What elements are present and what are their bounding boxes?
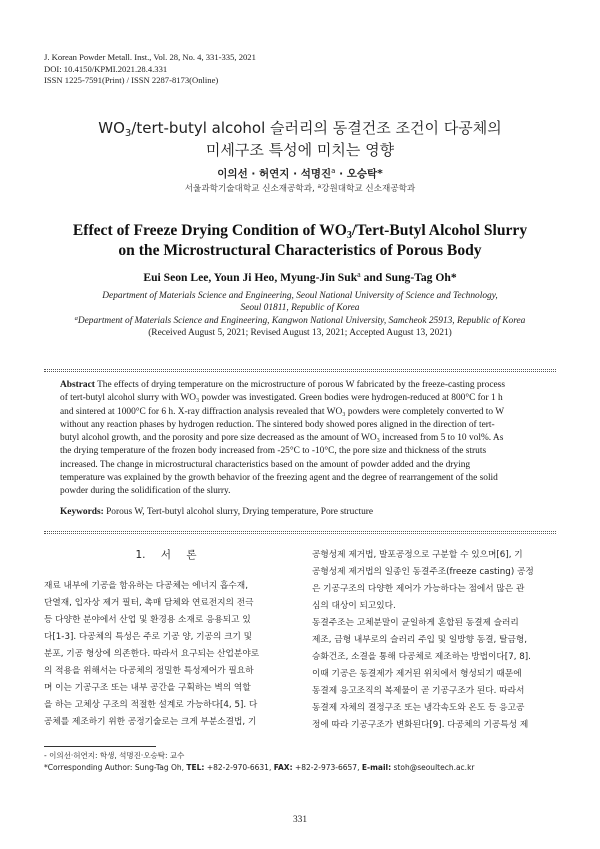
doi[interactable]: DOI: 10.4150/KPMI.2021.28.4.331 (44, 63, 168, 74)
abstract-line: the drying temperature of the frozen body increased from -25°C to -10°C, the pore size and thickness of the struts (60, 446, 487, 457)
english-affiliations (0, 290, 600, 340)
footnote-rule (44, 746, 156, 747)
korean-affiliation: 서울과학기술대학교 신소재공학과, $^a$강원대학교 신소재공학과 (184, 183, 416, 194)
abstract-line: Abstract The effects of drying temperature on the microstructure of porous W fabricated by the freeze-casting process (60, 380, 505, 390)
email-link[interactable]: stoh@seoultech.ac.kr (391, 762, 475, 772)
paragraph-line: 이때 기공은 동결제가 제거된 위치에서 형성되기 때문에 (312, 669, 522, 679)
english-title-line-2: on the Microstructural Characteristics of Porous Body (118, 242, 482, 259)
section-heading-introduction: 1. 서 론 (135, 549, 197, 561)
abstract-top-rule (44, 369, 556, 370)
footnotes (44, 750, 475, 773)
paragraph-line: 며 이는 기공구조 또는 내부 공간을 구획하는 벽의 역할 (44, 683, 251, 693)
paragraph-line: 동결제 응고조직의 복제물이 곧 기공구조가 된다. 따라서 (312, 686, 525, 696)
paragraph-line: 등 다양한 분야에서 산업 및 환경용 소재로 응용되고 있 (44, 615, 251, 625)
abstract-line: of tert-butyl alcohol slurry with WO₃ powder was investigated. Green bodies were hydrogen-reduced at 800°C for 1 h (60, 393, 503, 404)
paragraph-line: 의 적용을 위해서는 다공체의 정밀한 특성제어가 필요하 (44, 666, 254, 676)
korean-title-line-2: 미세구조 특성에 미치는 영향 (205, 141, 395, 159)
korean-authors: 이의선 · 허연지 · 석명진$^a$ · 오승탁* (217, 167, 383, 180)
body-column-left (44, 578, 288, 731)
english-title (0, 221, 600, 261)
paragraph-line: 은 기공구조의 다양한 제어가 가능하다는 점에서 많은 관 (312, 584, 525, 594)
issn: ISSN 1225-7591(Print) / ISSN 2287-8173(Online) (44, 75, 219, 85)
abstract-line: and sintered at 1000°C for 6 h. X-ray diffraction analysis revealed that WO₃ powders were completely converted to W (60, 406, 505, 417)
paragraph-line: 공체를 제조하기 위한 공정기술로는 크게 부분소결법, 기 (44, 717, 257, 727)
paragraph-line: 분포, 기공 형상에 의존한다. 따라서 요구되는 산업분야로 (44, 649, 260, 659)
paragraph-line: 심의 대상이 되고있다. (312, 601, 396, 611)
paragraph-line: 공형성제 제거법, 발포공정으로 구분할 수 있으며[6], 기 (312, 550, 523, 560)
paragraph-line: 공형성제 제거법의 일종인 동결주조(freeze casting) 공정 (312, 567, 534, 577)
abstract-line: butyl alcohol growth, and the porosity and pore size decreased as the amount of WO₃ increased from 5 to 10 vol%. As (60, 433, 504, 444)
abstract-top-rule-2 (44, 371, 556, 372)
paragraph-line: 동결주조는 고체분말이 균일하게 혼합된 동결제 슬러리 (312, 618, 519, 628)
abstract-line: increased. The change in microstructural characteristics based on the amount of powder added and the drying (60, 459, 471, 470)
paragraph-line: 재료 내부에 기공을 함유하는 다공체는 에너지 흡수재, (44, 581, 248, 591)
abstract-bottom-rule-2 (44, 533, 556, 534)
journal-header (44, 52, 256, 87)
paragraph-line: 승화건조, 소결을 통해 다공체로 제조하는 방법이다[7, 8]. (312, 652, 531, 662)
abstract-label: Abstract (60, 380, 95, 390)
page-number: 331 (292, 815, 308, 825)
abstract-line: powder during the solidification of the slurry. (60, 486, 231, 497)
paragraph-line: 을 하는 고체상 구조의 적절한 설계로 가능하다[4, 5]. 다 (44, 700, 258, 710)
paragraph-line: 다[1-3]. 다공체의 특성은 주로 기공 양, 기공의 크기 및 (44, 632, 253, 642)
body-column-right (312, 547, 556, 734)
journal-citation: J. Korean Powder Metall. Inst., Vol. 28, No. 4, 331-335, 2021 (44, 52, 256, 62)
abstract-bottom-rule (44, 531, 556, 532)
abstract-line: temperature was explained by the growth behavior of the freezing agent and the degree of rearrangement of the solid (60, 473, 498, 484)
keywords: Keywords: Porous W, Tert-butyl alcohol slurry, Drying temperature, Pore structure (60, 507, 374, 517)
received-dates: (Received August 5, 2021; Revised August 13, 2021; Accepted August 13, 2021) (148, 328, 452, 339)
affiliation-1-line-1: Department of Materials Science and Engineering, Seoul National University of Science and Technology, (102, 291, 498, 301)
abstract-line: without any reaction phases by hydrogen reduction. The sintered body showed pores aligned in the direction of tert- (60, 419, 495, 430)
english-authors: Eui Seon Lee, Youn Ji Heo, Myung-Jin Suk$^a$ and Sung-Tag Oh* (143, 270, 457, 284)
paragraph-line: 제조, 금형 내부로의 슬러리 주입 및 일방향 동결, 탈금형, (312, 635, 528, 645)
paragraph-line: 동결제 자체의 결정구조 또는 냉각속도와 온도 등 응고공 (312, 703, 525, 713)
author-position-note: - 이의선·허연지: 학생, 석명진·오승탁: 교수 (44, 751, 185, 760)
paragraph-line: 단열재, 입자상 제거 필터, 촉매 담체와 연료전지의 전극 (44, 598, 254, 608)
english-title-line-1: Effect of Freeze Drying Condition of $WO_3/Tert$-Butyl Alcohol Slurry (72, 222, 528, 241)
affiliation-1-line-2: Seoul 01811, Republic of Korea (240, 303, 360, 314)
korean-title (0, 117, 600, 161)
affiliation-2: $^a$Department of Materials Science and Engineering, Kangwon National University, Samcheok 25913, Republic of Korea (74, 314, 526, 326)
abstract (60, 379, 540, 499)
paragraph-line: 정에 따라 기공구조가 변화된다[9]. 다공체의 기공특성 제 (312, 720, 529, 730)
korean-title-line-1: $WO_3/tert$-butyl alcohol 슬러리의 동결건조 조건이 다공체의 (98, 119, 502, 139)
corresponding-author-note: *Corresponding Author: Sung-Tag Oh, TEL: +82-2-970-6631, FAX: +82-2-973-6657, E-mail: stoh@seoultech.ac.kr (44, 762, 475, 772)
keywords-label: Keywords: (60, 507, 104, 517)
